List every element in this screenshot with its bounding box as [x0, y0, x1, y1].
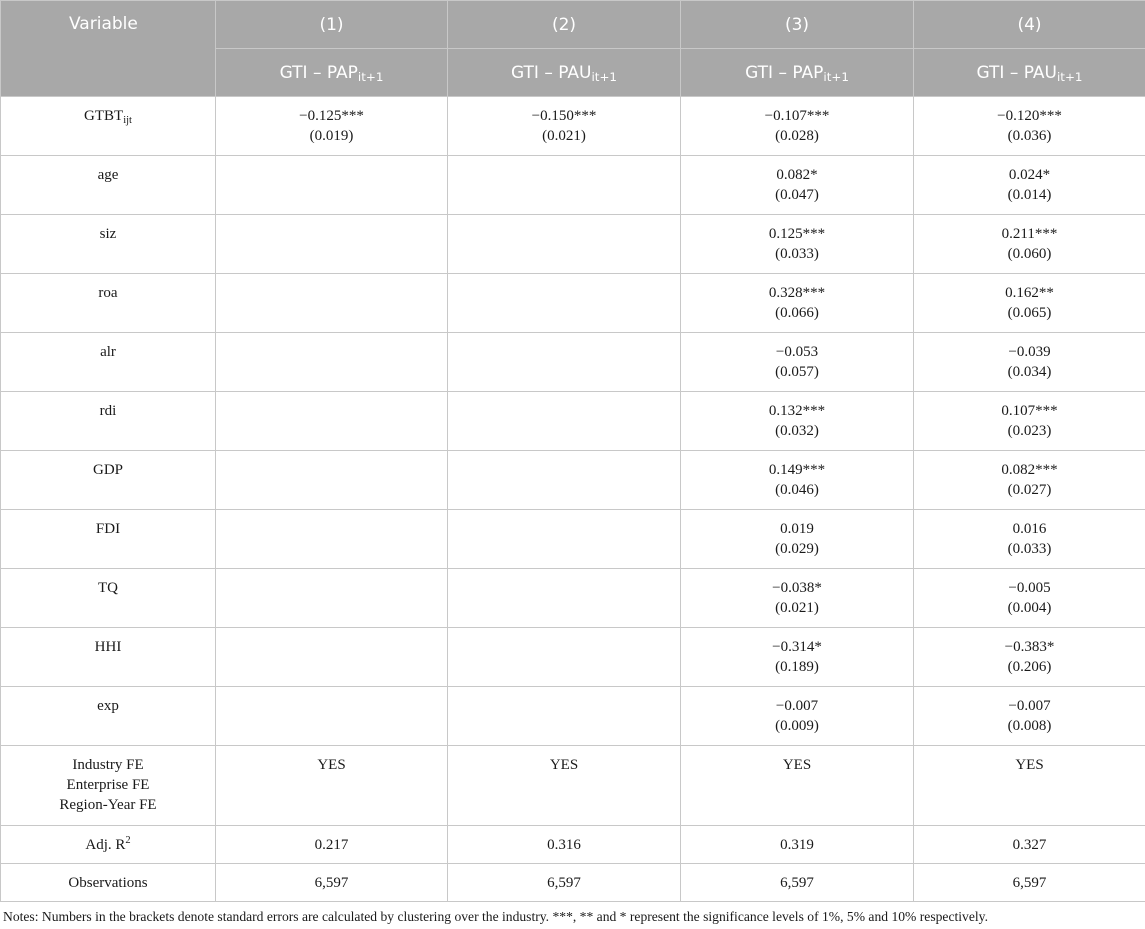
observations-value-cell — [681, 864, 914, 902]
coefficient-value: 0.016 — [1012, 521, 1047, 537]
table-row — [1, 510, 1145, 569]
coefficient-cell — [681, 333, 914, 392]
coefficient-cell — [216, 628, 448, 687]
coefficient-cell — [914, 628, 1145, 687]
coefficient-cell — [681, 569, 914, 628]
coefficient-cell — [681, 687, 914, 746]
fixed-effect-value-cell — [216, 746, 448, 826]
adj-r2-row — [1, 826, 1145, 864]
variable-name: TQ — [98, 580, 118, 596]
variable-name: HHI — [94, 639, 122, 655]
coefficient-value: 0.107*** — [1001, 403, 1058, 419]
variable-name: exp — [97, 698, 119, 714]
coefficient-value: −0.120*** — [997, 108, 1062, 124]
coefficient-cell — [216, 569, 448, 628]
standard-error: (0.036) — [1007, 128, 1052, 144]
coefficient-value: −0.007 — [775, 698, 819, 714]
coefficient-value: −0.038* — [772, 580, 822, 596]
adj-r2-value-cell — [216, 826, 448, 864]
coefficient-cell — [216, 97, 448, 156]
fixed-effect-value-cell — [448, 746, 681, 826]
variable-name: roa — [98, 285, 118, 301]
standard-error: (0.033) — [775, 246, 819, 262]
coefficient-cell — [216, 451, 448, 510]
variable-name-cell — [1, 687, 216, 746]
variable-name-cell — [1, 274, 216, 333]
coefficient-value: −0.125*** — [299, 108, 364, 124]
dependent-var-2: GTI – $PAU_{it+1}$ — [448, 49, 681, 97]
variable-subscript: ijt — [123, 115, 132, 126]
variable-name-cell — [1, 156, 216, 215]
fixed-effects-label-cell — [1, 746, 216, 826]
adj-r2-label: Adj. R — [85, 837, 126, 853]
table-row — [1, 215, 1145, 274]
coefficient-cell — [914, 510, 1145, 569]
standard-error: (0.028) — [775, 128, 819, 144]
dependent-var-4: GTI – $PAU_{it+1}$ — [914, 49, 1145, 97]
coefficient-cell — [216, 215, 448, 274]
coefficient-cell — [681, 392, 914, 451]
standard-error: (0.060) — [1007, 246, 1052, 262]
adj-r2-value: 0.316 — [547, 837, 581, 853]
coefficient-cell — [681, 628, 914, 687]
column-header-2: (2) — [448, 1, 681, 49]
variable-name-cell — [1, 392, 216, 451]
coefficient-value: 0.082*** — [1001, 462, 1058, 478]
standard-error: (0.206) — [1007, 659, 1052, 675]
standard-error: (0.023) — [1007, 423, 1052, 439]
fixed-effect-label: Enterprise FE — [66, 777, 150, 793]
coefficient-cell — [448, 156, 681, 215]
observations-value-cell — [914, 864, 1145, 902]
coefficient-cell — [681, 274, 914, 333]
table-row — [1, 392, 1145, 451]
fixed-effect-value-cell — [681, 746, 914, 826]
table-row — [1, 569, 1145, 628]
adj-r2-value: 0.217 — [314, 837, 349, 853]
coefficient-value: −0.053 — [775, 344, 819, 360]
coefficient-value: −0.383* — [1004, 639, 1055, 655]
variable-name-cell — [1, 333, 216, 392]
coefficient-cell — [914, 569, 1145, 628]
standard-error: (0.008) — [1007, 718, 1052, 734]
coefficient-value: 0.132*** — [768, 403, 826, 419]
observations-value: 6,597 — [314, 875, 349, 891]
dependent-var-1: GTI – $PAP_{it+1}$ — [216, 49, 448, 97]
coefficient-cell — [914, 215, 1145, 274]
coefficient-cell — [914, 97, 1145, 156]
coefficient-value: −0.150*** — [531, 108, 597, 124]
coefficient-value: −0.005 — [1008, 580, 1051, 596]
observations-label-cell — [1, 864, 216, 902]
variable-name: alr — [100, 344, 116, 360]
table-row — [1, 156, 1145, 215]
coefficient-value: −0.039 — [1008, 344, 1051, 360]
standard-error: (0.004) — [1007, 600, 1052, 616]
dependent-var-3: GTI – $PAP_{it+1}$ — [681, 49, 914, 97]
adj-r2-value-cell — [448, 826, 681, 864]
table-row — [1, 687, 1145, 746]
fixed-effect-value: YES — [549, 757, 579, 773]
coefficient-cell — [914, 687, 1145, 746]
standard-error: (0.019) — [309, 128, 354, 144]
observations-value-cell — [448, 864, 681, 902]
variable-name-cell — [1, 569, 216, 628]
coefficient-cell — [681, 156, 914, 215]
coefficient-cell — [216, 333, 448, 392]
coefficient-cell — [448, 510, 681, 569]
standard-error: (0.057) — [775, 364, 819, 380]
adj-r2-superscript: 2 — [125, 835, 131, 846]
variable-name-cell — [1, 510, 216, 569]
variable-name-cell — [1, 451, 216, 510]
coefficient-cell — [448, 274, 681, 333]
table-row — [1, 628, 1145, 687]
observations-row — [1, 864, 1145, 902]
coefficient-cell — [448, 215, 681, 274]
coefficient-cell — [216, 510, 448, 569]
coefficient-value: 0.024* — [1008, 167, 1051, 183]
coefficient-value: −0.107*** — [764, 108, 830, 124]
coefficient-value: −0.007 — [1008, 698, 1051, 714]
standard-error: (0.014) — [1007, 187, 1052, 203]
coefficient-value: 0.082* — [776, 167, 818, 183]
table-body — [1, 97, 1145, 902]
coefficient-cell — [914, 274, 1145, 333]
fixed-effect-value: YES — [1015, 757, 1044, 773]
observations-value: 6,597 — [780, 875, 814, 891]
adj-r2-label-cell — [1, 826, 216, 864]
fixed-effect-value: YES — [317, 757, 346, 773]
standard-error: (0.034) — [1007, 364, 1052, 380]
observations-value-cell — [216, 864, 448, 902]
table-row — [1, 333, 1145, 392]
variable-header: Variable — [1, 1, 216, 97]
coefficient-value: 0.211*** — [1001, 226, 1058, 242]
coefficient-value: −0.314* — [772, 639, 822, 655]
fixed-effect-value-cell — [914, 746, 1145, 826]
coefficient-value: 0.125*** — [768, 226, 826, 242]
table-notes: Notes: Numbers in the brackets denote standard errors are calculated by clustering over the industry. ***, ** and * represent the significance levels of 1%, 5% and 10% respectively. — [3, 909, 988, 924]
coefficient-cell — [448, 392, 681, 451]
coefficient-cell — [216, 274, 448, 333]
variable-name: rdi — [99, 403, 117, 419]
standard-error: (0.047) — [775, 187, 819, 203]
adj-r2-value-cell — [914, 826, 1145, 864]
adj-r2-value: 0.327 — [1012, 837, 1047, 853]
table-row — [1, 451, 1145, 510]
coefficient-cell — [914, 333, 1145, 392]
standard-error: (0.046) — [775, 482, 819, 498]
standard-error: (0.066) — [775, 305, 819, 321]
coefficient-value: 0.149*** — [768, 462, 826, 478]
variable-name: GTBT — [84, 108, 124, 124]
fixed-effect-label: Industry FE — [72, 757, 144, 773]
adj-r2-value-cell — [681, 826, 914, 864]
fixed-effects-row — [1, 746, 1145, 826]
variable-name: siz — [99, 226, 117, 242]
coefficient-cell — [914, 156, 1145, 215]
standard-error: (0.189) — [775, 659, 819, 675]
coefficient-cell — [448, 333, 681, 392]
coefficient-value: 0.162** — [1005, 285, 1054, 301]
variable-name-cell — [1, 628, 216, 687]
variable-name: age — [97, 167, 119, 183]
observations-value: 6,597 — [547, 875, 581, 891]
standard-error: (0.027) — [1007, 482, 1052, 498]
standard-error: (0.032) — [775, 423, 819, 439]
variable-name: FDI — [95, 521, 121, 537]
column-header-3: (3) — [681, 1, 914, 49]
variable-name-cell — [1, 97, 216, 156]
coefficient-cell — [216, 392, 448, 451]
coefficient-value: 0.328*** — [768, 285, 826, 301]
variable-name-cell — [1, 215, 216, 274]
fixed-effect-label: Region-Year FE — [59, 797, 157, 813]
standard-error: (0.065) — [1007, 305, 1052, 321]
standard-error: (0.009) — [775, 718, 819, 734]
standard-error: (0.029) — [775, 541, 819, 557]
header-row-columns — [1, 1, 1145, 49]
coefficient-value: 0.019 — [780, 521, 814, 537]
fixed-effect-value: YES — [782, 757, 812, 773]
observations-value: 6,597 — [1012, 875, 1047, 891]
coefficient-cell — [448, 687, 681, 746]
coefficient-cell — [681, 451, 914, 510]
table-row — [1, 274, 1145, 333]
adj-r2-value: 0.319 — [780, 837, 814, 853]
coefficient-cell — [448, 569, 681, 628]
standard-error: (0.033) — [1007, 541, 1052, 557]
variable-name: GDP — [92, 462, 123, 478]
coefficient-cell — [448, 451, 681, 510]
coefficient-cell — [681, 215, 914, 274]
column-header-4: (4) — [914, 1, 1145, 49]
column-header-1: (1) — [216, 1, 448, 49]
coefficient-cell — [448, 628, 681, 687]
coefficient-cell — [448, 97, 681, 156]
coefficient-cell — [914, 392, 1145, 451]
coefficient-cell — [914, 451, 1145, 510]
coefficient-cell — [681, 97, 914, 156]
standard-error: (0.021) — [775, 600, 819, 616]
observations-label: Observations — [68, 875, 148, 891]
standard-error: (0.021) — [542, 128, 586, 144]
coefficient-cell — [681, 510, 914, 569]
coefficient-cell — [216, 156, 448, 215]
coefficient-cell — [216, 687, 448, 746]
table-row — [1, 97, 1145, 156]
